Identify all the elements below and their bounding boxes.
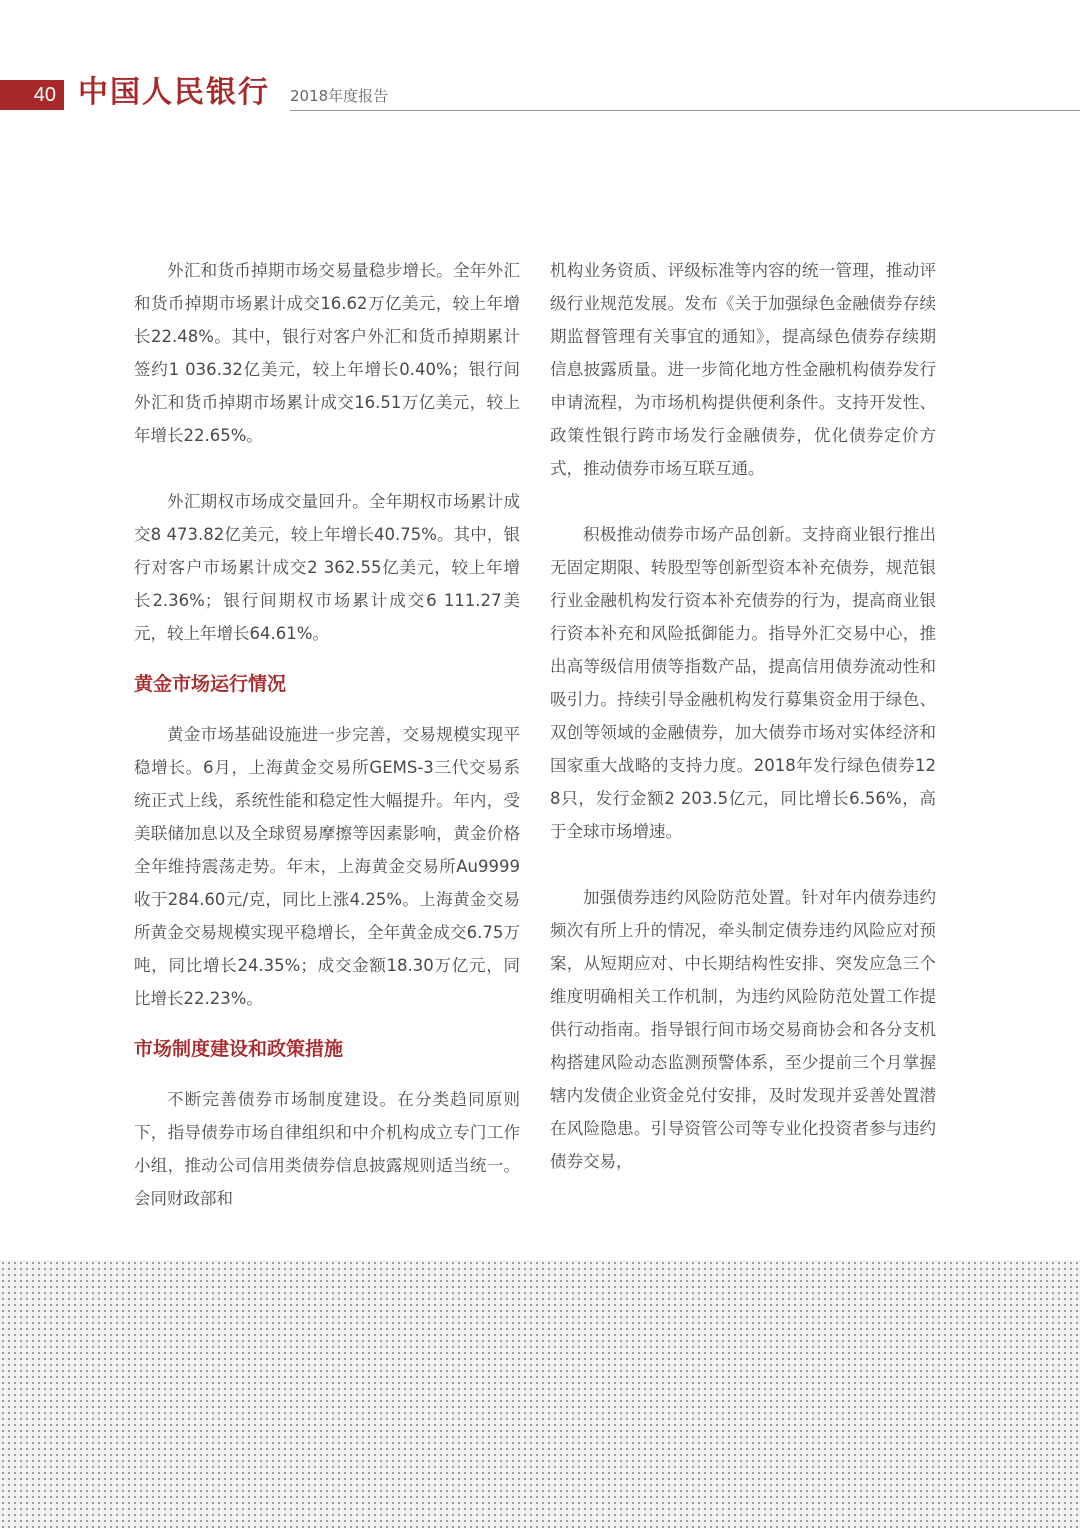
heading-gold-market: 黄金市场运行情况 <box>134 673 287 695</box>
paragraph-bond-system: 不断完善债券市场制度建设。在分类趋同原则下，指导债券市场自律组织和中介机构成立专门工作小组，推动公司信用类债券信息披露规则适当统一。会同财政部和 <box>134 1090 520 1208</box>
paragraph-default-risk: 加强债券违约风险防范处置。针对年内债券违约频次有所上升的情况，牵头制定债券违约风险应对预案，从短期应对、中长期结构性安排、突发应急三个维度明确相关工作机制，为违约风险防范处置工作提供行动指南。指导银行间市场交易商协会和各分支机构搭建风险动态监测预警体系，至少提前三个月掌握辖内发债企业资金兑付安排，及时发现并妥善处置潜在风险隐患。引导资管公司等专业化投资者参与违约债券交易， <box>550 888 936 1171</box>
pboc-logo: 中国人民银行 <box>78 75 270 110</box>
dotted-overlay <box>0 1260 1080 1528</box>
paragraph-rating-management: 机构业务资质、评级标准等内容的统一管理，推动评级行业规范发展。发布《关于加强绿色金融债券存续期监督管理有关事宜的通知》，提高绿色债券存续期信息披露质量。进一步简化地方性金融机构债券发行申请流程，为市场机构提供便利条件。支持开发性、政策性银行跨市场发行金融债券，优化债券定价方式，推动债券市场互联互通。 <box>550 261 936 478</box>
header-divider <box>290 110 1080 111</box>
left-column <box>134 254 520 1248</box>
paragraph-fx-options: 外汇期权市场成交量回升。全年期权市场累计成交8 473.82亿美元，较上年增长40.75%。其中，银行对客户市场累计成交2 362.55亿美元，较上年增长2.36%；银行间期权市场累计成交6 111.27美元，较上年增长64.61%。 <box>134 492 520 643</box>
report-title: 2018年度报告 <box>290 87 389 105</box>
paragraph-gold-market: 黄金市场基础设施进一步完善，交易规模实现平稳增长。6月，上海黄金交易所GEMS-3三代交易系统正式上线，系统性能和稳定性大幅提升。年内，受美联储加息以及全球贸易摩擦等因素影响，黄金价格全年维持震荡走势。年末，上海黄金交易所Au9999收于284.60元/克，同比上涨4.25%。上海黄金交易所黄金交易规模实现平稳增长，全年黄金成交6.75万吨，同比增长24.35%；成交金额18.30万亿元，同比增长22.23%。 <box>134 725 520 1008</box>
page-header <box>0 75 1080 114</box>
paragraph-bond-innovation: 积极推动债券市场产品创新。支持商业银行推出无固定期限、转股型等创新型资本补充债券，规范银行业金融机构发行资本补充债券的行为，提高商业银行资本补充和风险抵御能力。指导外汇交易中心，推出高等级信用债等指数产品，提高信用债券流动性和吸引力。持续引导金融机构发行募集资金用于绿色、双创等领域的金融债券，加大债券市场对实体经济和国家重大战略的支持力度。2018年发行绿色债券128只，发行金额2 203.5亿元，同比增长6.56%，高于全球市场增速。 <box>550 525 936 841</box>
right-column <box>550 254 936 1211</box>
page-number: 40 <box>0 80 64 110</box>
paragraph-fx-swap: 外汇和货币掉期市场交易量稳步增长。全年外汇和货币掉期市场累计成交16.62万亿美元，较上年增长22.48%。其中，银行对客户外汇和货币掉期累计签约1 036.32亿美元，较上年增长0.40%；银行间外汇和货币掉期市场累计成交16.51万亿美元，较上年增长22.65%。 <box>134 261 520 445</box>
heading-market-policy: 市场制度建设和政策措施 <box>134 1038 344 1060</box>
